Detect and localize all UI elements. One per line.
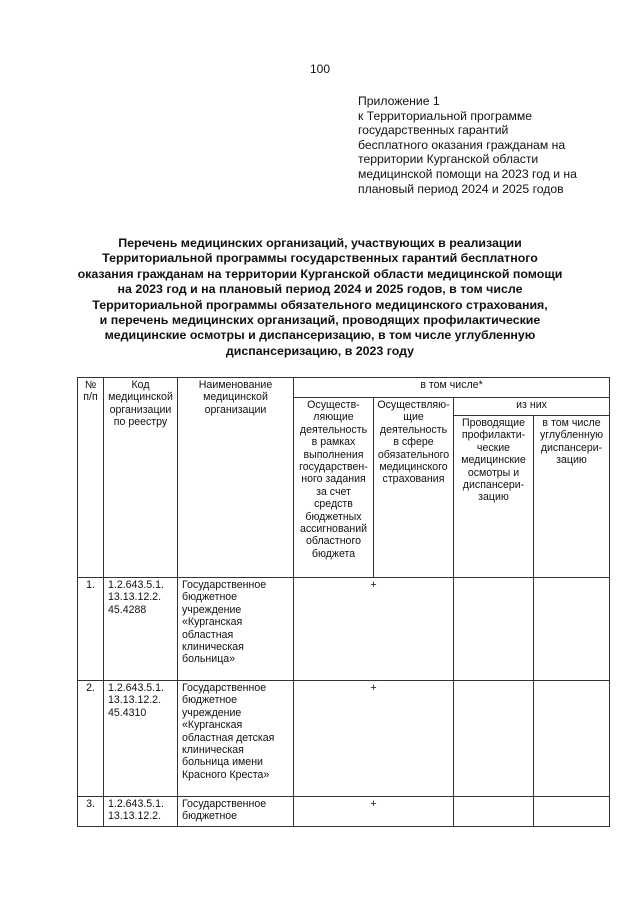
appendix-line: к Территориальной программе [358,108,533,123]
table-row [78,681,610,797]
header-including: в том числе* [294,378,610,398]
document-title [60,236,580,359]
header-code: Код медицинской организации по реестру [104,378,178,578]
organizations-table [77,377,610,827]
title-line: оказания гражданам на территории Курганской области медицинской помощи [77,266,563,281]
row-name: Государственное бюджетное учреждение «Курганская областная детская клиническая больница имени Красного Креста» [178,681,294,797]
row-mark: + [294,797,454,827]
row-deep-cell [534,797,610,827]
title-line: диспансеризацию, в 2023 году [225,343,415,358]
title-line: Перечень медицинских организаций, участвующих в реализации [118,236,522,250]
header-oms: Осуществляю-щие деятельность в сфере обязательного медицинского страхования [374,398,454,578]
header-of-them: из них [454,398,610,416]
row-code: 1.2.643.5.1. 13.13.12.2. [104,797,178,827]
row-name: Государственное бюджетное учреждение «Курганская областная клиническая больница» [178,578,294,681]
row-deep-cell [534,578,610,681]
page-number: 100 [309,62,331,76]
row-mark: + [294,578,454,681]
appendix-line: бесплатного оказания гражданам на [358,137,566,152]
row-prophylactic-cell [454,797,534,827]
row-prophylactic-cell [454,681,534,797]
row-mark: + [294,681,454,797]
title-line: медицинские осмотры и диспансеризацию, в том числе углубленную [104,328,536,343]
row-deep-cell [534,681,610,797]
header-prophylactic: Проводящие профилакти-ческие медицинские осмотры и диспансери-зацию [454,416,534,578]
title-line: Территориальной программы государственных гарантий бесплатного [102,251,538,266]
row-name: Государственное бюджетное [178,797,294,827]
title-line: на 2023 год и на плановый период 2024 и 2025 годов, в том числе [117,282,523,297]
appendix-line: плановый период 2024 и 2025 годов [358,181,564,196]
header-num: № п/п [78,378,104,578]
table-row [78,578,610,681]
row-num: 1. [78,578,104,681]
row-num: 2. [78,681,104,797]
appendix-note [358,94,608,196]
row-code: 1.2.643.5.1. 13.13.12.2. 45.4310 [104,681,178,797]
row-num: 3. [78,797,104,827]
header-deep-dispensary: в том числе углубленную диспансери-зацию [534,416,610,578]
appendix-line: Приложение 1 [358,94,440,108]
title-line: и перечень медицинских организаций, проводящих профилактические [99,313,541,328]
appendix-line: медицинской помощи на 2023 год и на [358,166,577,181]
appendix-line: государственных гарантий [358,123,509,138]
table-row [78,797,610,827]
appendix-line: территории Курганской области [358,152,539,167]
title-line: Территориальной программы обязательного медицинского страхования, [92,297,548,312]
row-code: 1.2.643.5.1. 13.13.12.2. 45.4288 [104,578,178,681]
row-prophylactic-cell [454,578,534,681]
header-name: Наименование медицинской организации [178,378,294,578]
header-budget: Осуществ-ляющие деятельность в рамках выполнения государствен-ного задания за счет средств бюджетных ассигнований областного бюджета [294,398,374,578]
